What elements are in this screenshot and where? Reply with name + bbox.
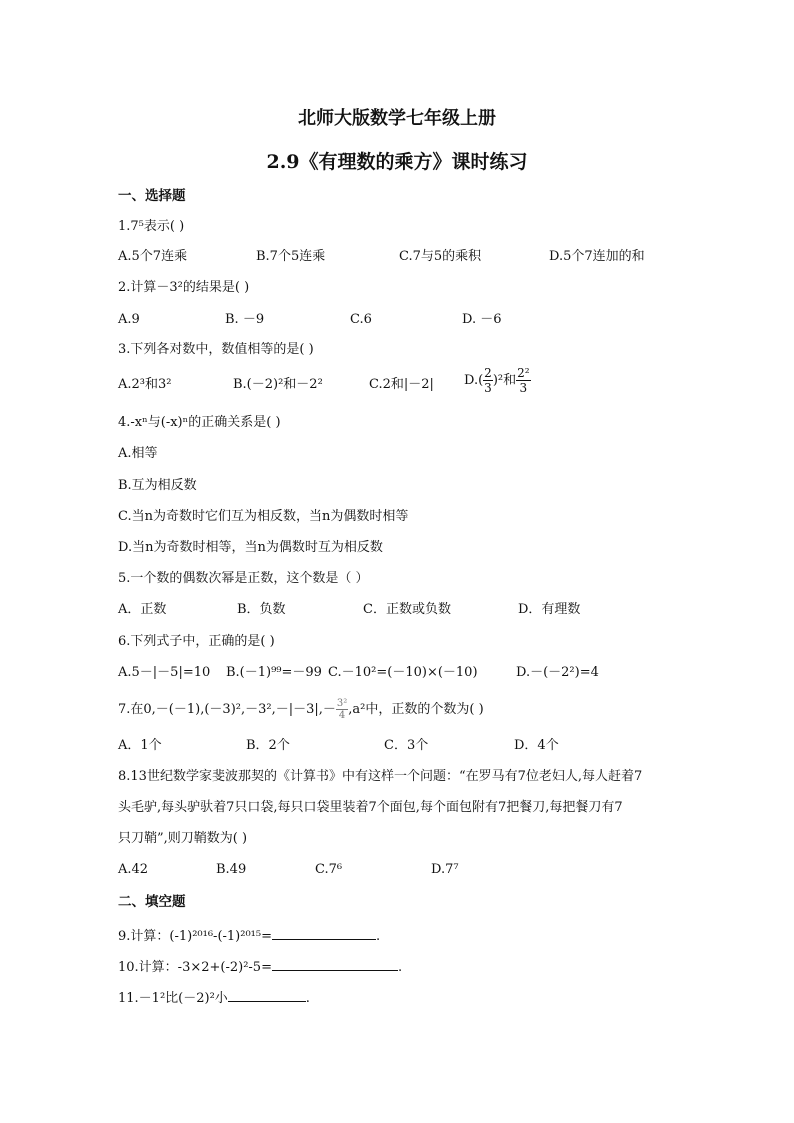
question-11: 11.－1²比(－2)²小 . — [118, 987, 310, 1008]
option-a: A.5－|－5|=10 — [118, 665, 211, 680]
option-d: D．有理数 — [518, 602, 581, 617]
option-d: D.－(－2²)=4 — [516, 665, 599, 680]
question-5-stem: 5.一个数的偶数次幂是正数，这个数是（ ） — [118, 571, 369, 586]
option-b: B.(－1)⁹⁹=－99 — [226, 665, 322, 680]
option-a: A.9 — [118, 312, 140, 327]
option-a: A.2³和3² — [118, 377, 172, 392]
option-b: B.7个5连乘 — [256, 249, 326, 264]
option-a: A.5个7连乘 — [118, 249, 188, 264]
option-d: D.5个7连加的和 — [549, 249, 645, 264]
option-d: D．4个 — [514, 738, 559, 753]
answer-blank[interactable] — [228, 987, 306, 1002]
section-heading-fill-blank: 二、填空题 — [118, 894, 186, 910]
answer-blank[interactable] — [272, 956, 398, 971]
option-b: B．负数 — [237, 602, 286, 617]
question-8-line-2: 头毛驴,每头驴驮着7只口袋,每只口袋里装着7个面包,每个面包附有7把餐刀,每把餐刀有7 — [118, 800, 623, 815]
option-c: C．正数或负数 — [363, 602, 451, 617]
question-6-stem: 6.下列式子中，正确的是( ) — [118, 634, 275, 649]
option-d: D.7⁷ — [431, 862, 459, 877]
question-4-option-d: D.当n为奇数时相等，当n为偶数时互为相反数 — [118, 540, 383, 555]
option-d: D. －6 — [462, 312, 502, 327]
option-a: A．1个 — [118, 738, 162, 753]
question-8-line-3: 只刀鞘”,则刀鞘数为( ) — [118, 831, 248, 846]
option-a: A．正数 — [118, 602, 167, 617]
question-4-option-c: C.当n为奇数时它们互为相反数，当n为偶数时相等 — [118, 509, 409, 524]
option-c: C.2和|－2| — [369, 377, 434, 392]
option-c: C.6 — [350, 312, 372, 327]
question-4-option-b: B.互为相反数 — [118, 478, 197, 493]
question-10: 10.计算：-3×2+(-2)²-5= . — [118, 956, 402, 977]
question-4-stem: 4.-xⁿ与(-x)ⁿ的正确关系是( ) — [118, 415, 281, 430]
fraction: $\frac{2}{3}$ — [484, 366, 492, 395]
question-7-stem: 7.在0,－(－1),(－3)²,－3²,－|－3|,－ $\frac{\text{3²}}{4}$ ,a²中，正数的个数为( ) — [118, 698, 484, 721]
document-subtitle: 2.9《有理数的乘方》课时练习 — [266, 151, 528, 173]
option-b: B. －9 — [225, 312, 265, 327]
question-2-stem: 2.计算－3²的结果是( ) — [118, 280, 250, 295]
option-c: C.7⁶ — [315, 862, 343, 877]
question-4-option-a: A.相等 — [118, 446, 158, 461]
option-d: D.( $\frac{2}{3}$ )²和 $\frac{\text{2²}}{3}$ — [464, 366, 530, 395]
question-8-line-1: 8.13世纪数学家斐波那契的《计算书》中有这样一个问题：“在罗马有7位老妇人,每人赶着7 — [118, 769, 643, 784]
question-3-stem: 3.下列各对数中，数值相等的是( ) — [118, 342, 314, 357]
fraction: $\frac{\text{3²}}{4}$ — [336, 698, 348, 721]
fraction: $\frac{\text{2²}}{3}$ — [517, 366, 530, 395]
section-heading-choice: 一、选择题 — [118, 188, 186, 204]
option-c: C．3个 — [384, 738, 429, 753]
option-b: B．2个 — [246, 738, 290, 753]
option-b: B.49 — [216, 862, 247, 877]
option-b: B.(－2)²和－2² — [233, 377, 323, 392]
option-c: C.7与5的乘积 — [399, 249, 482, 264]
answer-blank[interactable] — [272, 925, 376, 940]
question-1-stem: 1.7⁵表示( ) — [118, 219, 185, 234]
question-9: 9.计算：(-1)²⁰¹⁶-(-1)²⁰¹⁵= . — [118, 925, 380, 946]
document-title: 北师大版数学七年级上册 — [298, 108, 496, 129]
option-a: A.42 — [118, 862, 149, 877]
option-c: C.－10²=(－10)×(－10) — [328, 665, 478, 680]
